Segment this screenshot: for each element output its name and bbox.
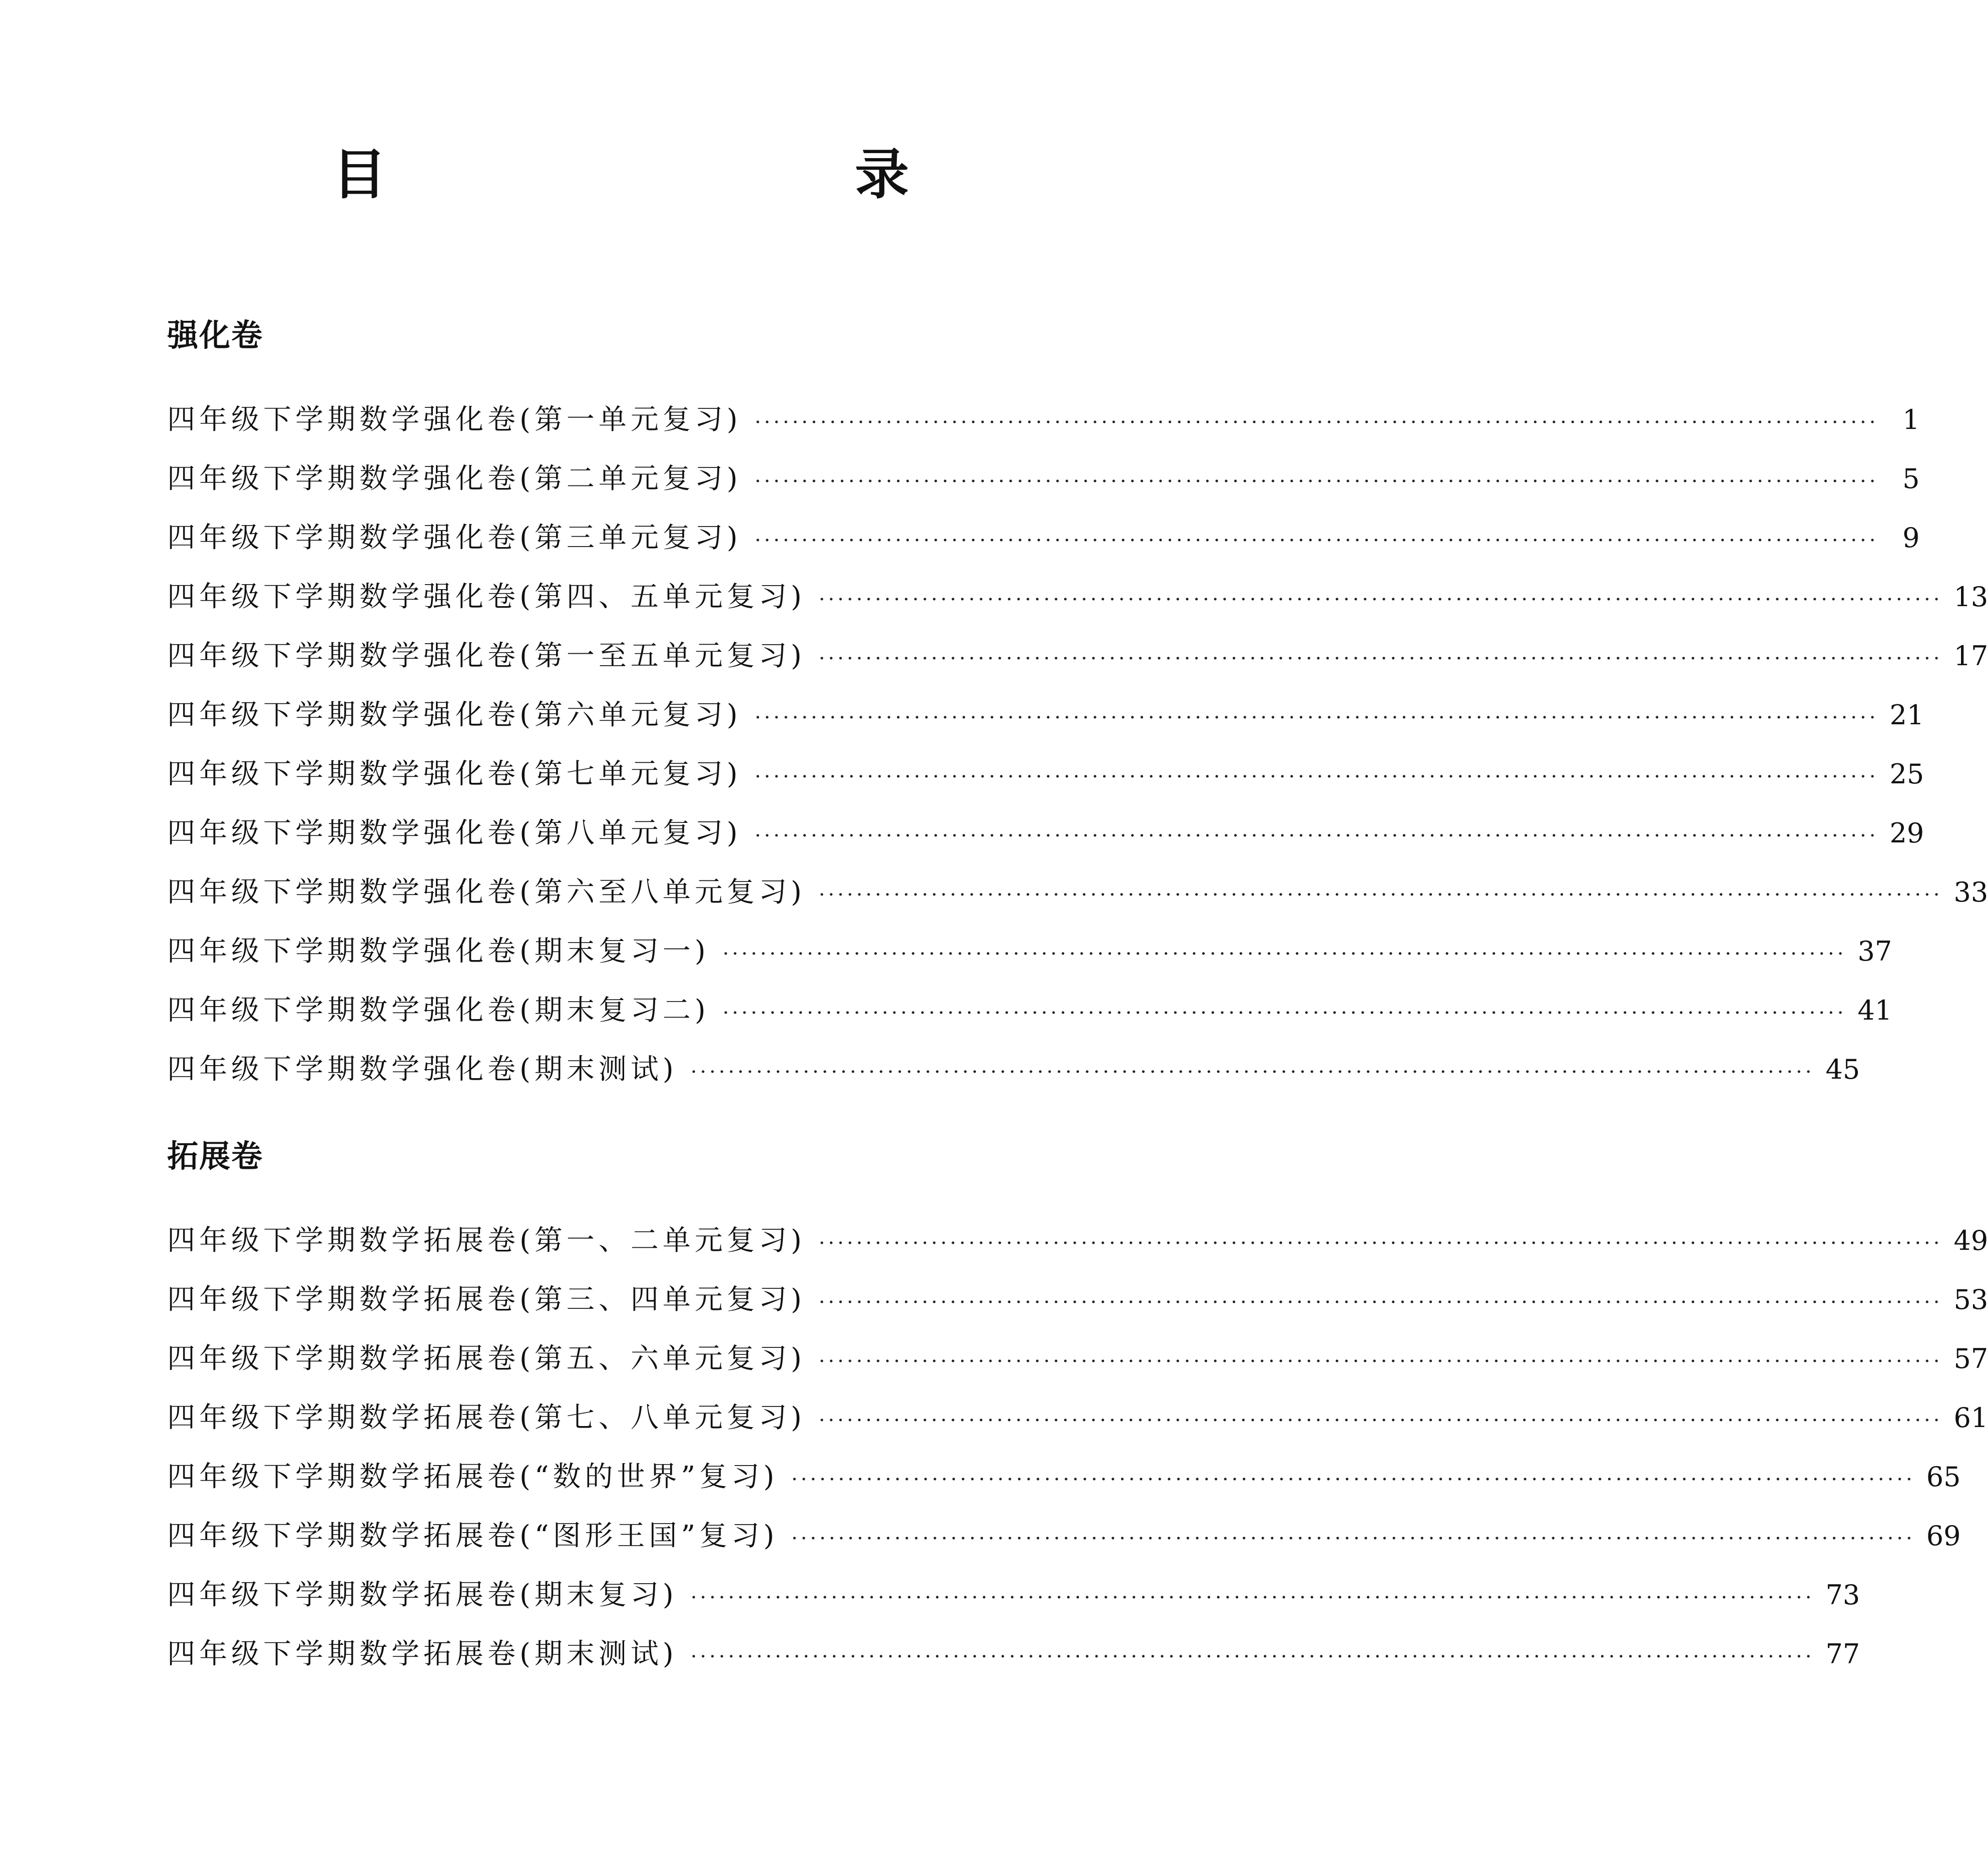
toc-entry-title: 四年级下学期数学强化卷(第六单元复习) [167,699,742,731]
toc-entry-page-number: 5 [1902,463,1920,495]
dot-leader: ························································································································ [791,1527,1915,1550]
toc-entry-page-number: 1 [1902,404,1920,435]
toc-list-extension [167,1211,1988,1684]
dot-leader: ························································································································ [818,883,1943,906]
toc-entry[interactable] [167,863,1988,922]
toc-entry[interactable] [167,686,1924,745]
toc-entry-page-number: 33 [1953,876,1988,908]
toc-entry-title: 四年级下学期数学强化卷(第一至五单元复习) [167,640,806,672]
toc-entry-page-number: 17 [1953,640,1988,672]
toc-entry-page-number: 73 [1825,1579,1860,1611]
section-heading-extension: 拓展卷 [167,1138,264,1174]
toc-entry[interactable] [167,1448,1961,1507]
toc-entry-page-number: 77 [1825,1638,1860,1670]
toc-entry[interactable] [167,1329,1988,1388]
toc-entry[interactable] [167,745,1924,804]
toc-entry-title: 四年级下学期数学强化卷(期末测试) [167,1053,678,1086]
toc-entry[interactable] [167,981,1892,1040]
toc-entry-title: 四年级下学期数学拓展卷(“图形王国”复习) [167,1520,778,1552]
toc-entry[interactable] [167,509,1920,568]
dot-leader: ························································································································ [722,943,1847,966]
dot-leader: ························································································································ [754,411,1879,434]
toc-entry-page-number: 53 [1953,1284,1988,1315]
dot-leader: ························································································································ [754,529,1879,552]
toc-entry-page-number: 49 [1953,1225,1988,1256]
toc-entry[interactable] [167,1507,1961,1566]
toc-entry-title: 四年级下学期数学拓展卷(“数的世界”复习) [167,1461,778,1493]
toc-entry-title: 四年级下学期数学强化卷(期末复习二) [167,994,710,1027]
dot-leader: ························································································································ [754,765,1879,788]
toc-entry-page-number: 25 [1889,758,1924,790]
dot-leader: ························································································································ [818,1350,1943,1373]
toc-entry-title: 四年级下学期数学拓展卷(期末测试) [167,1638,678,1670]
toc-entry-page-number: 9 [1902,522,1920,554]
toc-entry[interactable] [167,1388,1988,1448]
dot-leader: ························································································································ [818,1232,1943,1255]
toc-list-strengthen [167,390,1988,1099]
toc-entry-title: 四年级下学期数学强化卷(第八单元复习) [167,817,742,849]
toc-entry-title: 四年级下学期数学拓展卷(第五、六单元复习) [167,1342,806,1375]
dot-leader: ························································································································ [690,1645,1815,1668]
dot-leader: ························································································································ [818,647,1943,670]
dot-leader: ························································································································ [754,470,1879,493]
dot-leader: ························································································································ [754,824,1879,847]
toc-entry-page-number: 65 [1926,1461,1961,1493]
dot-leader: ························································································································ [722,1002,1847,1025]
toc-entry-page-number: 29 [1889,817,1924,849]
toc-entry-page-number: 41 [1857,995,1892,1026]
toc-entry[interactable] [167,1566,1860,1625]
toc-entry-title: 四年级下学期数学强化卷(第七单元复习) [167,758,742,790]
toc-entry[interactable] [167,390,1920,449]
dot-leader: ························································································································ [818,1409,1943,1432]
dot-leader: ························································································································ [690,1586,1815,1609]
toc-entry-title: 四年级下学期数学强化卷(第二单元复习) [167,462,742,495]
section-heading-strengthen: 强化卷 [167,317,264,353]
dot-leader: ························································································································ [754,706,1879,729]
toc-entry-title: 四年级下学期数学拓展卷(第七、八单元复习) [167,1402,806,1434]
toc-entry[interactable] [167,449,1920,509]
toc-entry-page-number: 37 [1857,936,1892,967]
dot-leader: ························································································································ [791,1468,1915,1491]
toc-entry[interactable] [167,568,1988,627]
toc-entry[interactable] [167,1211,1988,1270]
page-title: 目 录 [332,144,1029,206]
toc-entry-page-number: 61 [1953,1402,1988,1434]
toc-entry-title: 四年级下学期数学强化卷(第六至八单元复习) [167,876,806,908]
toc-entry-title: 四年级下学期数学拓展卷(第一、二单元复习) [167,1224,806,1257]
toc-entry[interactable] [167,1270,1988,1329]
toc-entry-title: 四年级下学期数学强化卷(第四、五单元复习) [167,581,806,613]
toc-entry-title: 四年级下学期数学强化卷(第三单元复习) [167,522,742,554]
toc-entry-page-number: 57 [1953,1343,1988,1374]
toc-entry-page-number: 21 [1889,699,1924,731]
toc-entry-title: 四年级下学期数学拓展卷(第三、四单元复习) [167,1283,806,1316]
toc-entry-title: 四年级下学期数学强化卷(第一单元复习) [167,403,742,436]
toc-entry[interactable] [167,627,1988,686]
toc-entry[interactable] [167,1625,1860,1684]
toc-entry-page-number: 13 [1953,581,1988,613]
toc-entry[interactable] [167,1040,1860,1099]
dot-leader: ························································································································ [818,588,1943,611]
toc-entry[interactable] [167,804,1924,863]
toc-entry-title: 四年级下学期数学强化卷(期末复习一) [167,935,710,968]
toc-entry-page-number: 45 [1825,1054,1860,1085]
dot-leader: ························································································································ [818,1291,1943,1314]
dot-leader: ························································································································ [690,1061,1815,1084]
toc-entry-page-number: 69 [1926,1520,1961,1552]
toc-entry-title: 四年级下学期数学拓展卷(期末复习) [167,1579,678,1611]
toc-entry[interactable] [167,922,1892,981]
